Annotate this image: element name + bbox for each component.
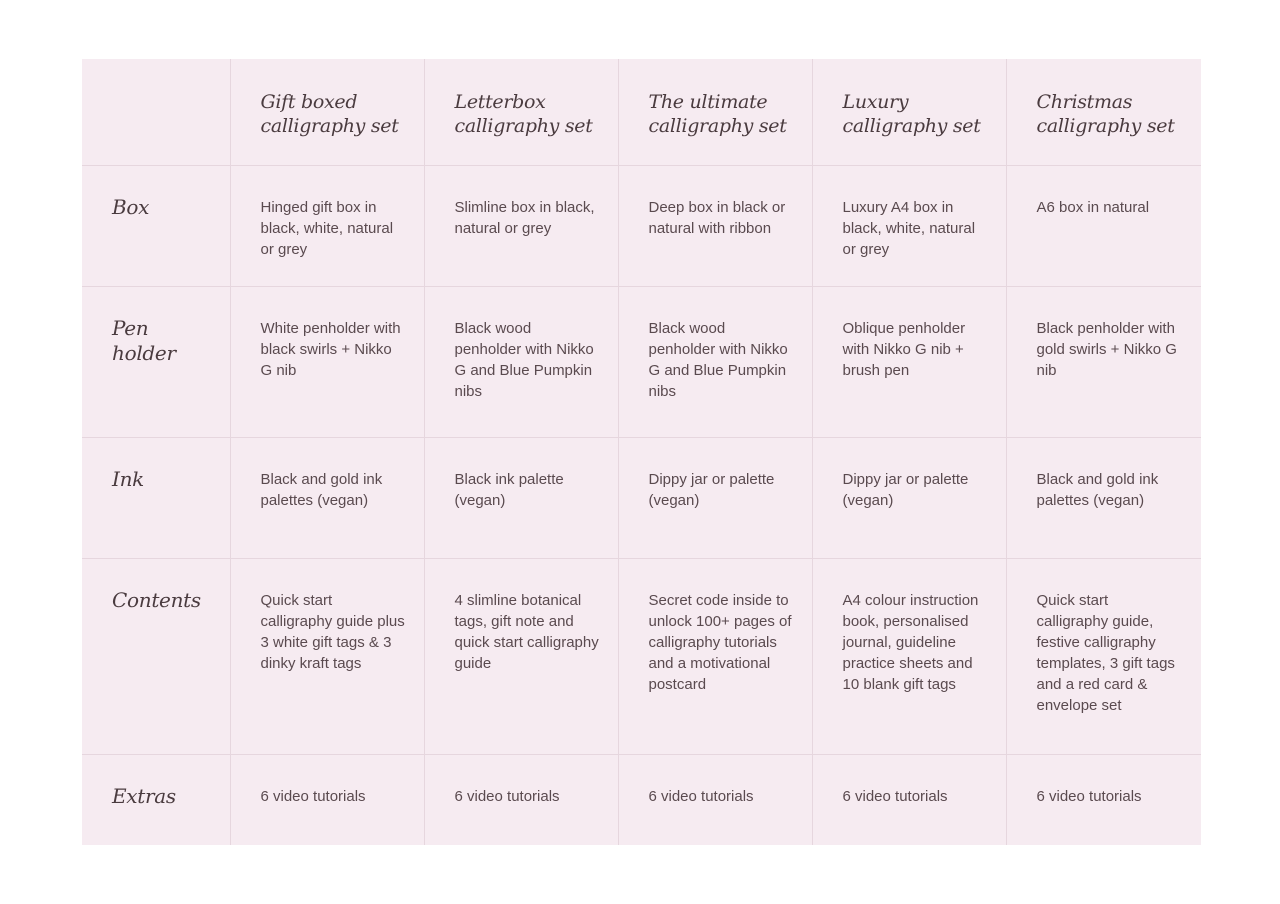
table-row <box>82 165 1201 286</box>
column-header: Luxury calligraphy set <box>812 59 1006 165</box>
table-cell: A4 colour instruction book, personalised journal, guideline practice sheets and 10 blank gift tags <box>812 558 1006 754</box>
table-cell: 4 slimline botanical tags, gift note and quick start calligraphy guide <box>424 558 618 754</box>
table-cell: Oblique penholder with Nikko G nib + brush pen <box>812 286 1006 437</box>
row-header: Pen holder <box>82 286 230 437</box>
column-header: The ultimate calligraphy set <box>618 59 812 165</box>
table-cell: 6 video tutorials <box>424 754 618 845</box>
table-cell: Black wood penholder with Nikko G and Blue Pumpkin nibs <box>424 286 618 437</box>
table-cell: Secret code inside to unlock 100+ pages of calligraphy tutorials and a motivational postcard <box>618 558 812 754</box>
table-row <box>82 754 1201 845</box>
table-header-row <box>82 59 1201 165</box>
table-cell: Dippy jar or palette (vegan) <box>618 437 812 558</box>
table-cell: Black and gold ink palettes (vegan) <box>1006 437 1201 558</box>
table-cell: Black ink palette (vegan) <box>424 437 618 558</box>
table-cell: Hinged gift box in black, white, natural or grey <box>230 165 424 286</box>
row-header: Box <box>82 165 230 286</box>
table-cell: Luxury A4 box in black, white, natural or grey <box>812 165 1006 286</box>
table-cell: Slimline box in black, natural or grey <box>424 165 618 286</box>
column-header: Letterbox calligraphy set <box>424 59 618 165</box>
table-cell: 6 video tutorials <box>230 754 424 845</box>
table-cell: 6 video tutorials <box>618 754 812 845</box>
table-cell: Black wood penholder with Nikko G and Blue Pumpkin nibs <box>618 286 812 437</box>
table-cell: 6 video tutorials <box>1006 754 1201 845</box>
corner-cell <box>82 59 230 165</box>
row-header: Ink <box>82 437 230 558</box>
table-cell: Deep box in black or natural with ribbon <box>618 165 812 286</box>
comparison-table-container <box>82 59 1201 845</box>
table-cell: Dippy jar or palette (vegan) <box>812 437 1006 558</box>
row-header: Extras <box>82 754 230 845</box>
row-header: Contents <box>82 558 230 754</box>
table-cell: Black and gold ink palettes (vegan) <box>230 437 424 558</box>
comparison-table <box>82 59 1201 845</box>
column-header: Gift boxed calligraphy set <box>230 59 424 165</box>
table-row <box>82 437 1201 558</box>
table-cell: Quick start calligraphy guide, festive calligraphy templates, 3 gift tags and a red card & envelope set <box>1006 558 1201 754</box>
column-header: Christmas calligraphy set <box>1006 59 1201 165</box>
table-cell: White penholder with black swirls + Nikko G nib <box>230 286 424 437</box>
table-cell: 6 video tutorials <box>812 754 1006 845</box>
table-row <box>82 558 1201 754</box>
table-cell: Quick start calligraphy guide plus 3 white gift tags & 3 dinky kraft tags <box>230 558 424 754</box>
table-row <box>82 286 1201 437</box>
table-cell: Black penholder with gold swirls + Nikko G nib <box>1006 286 1201 437</box>
table-cell: A6 box in natural <box>1006 165 1201 286</box>
